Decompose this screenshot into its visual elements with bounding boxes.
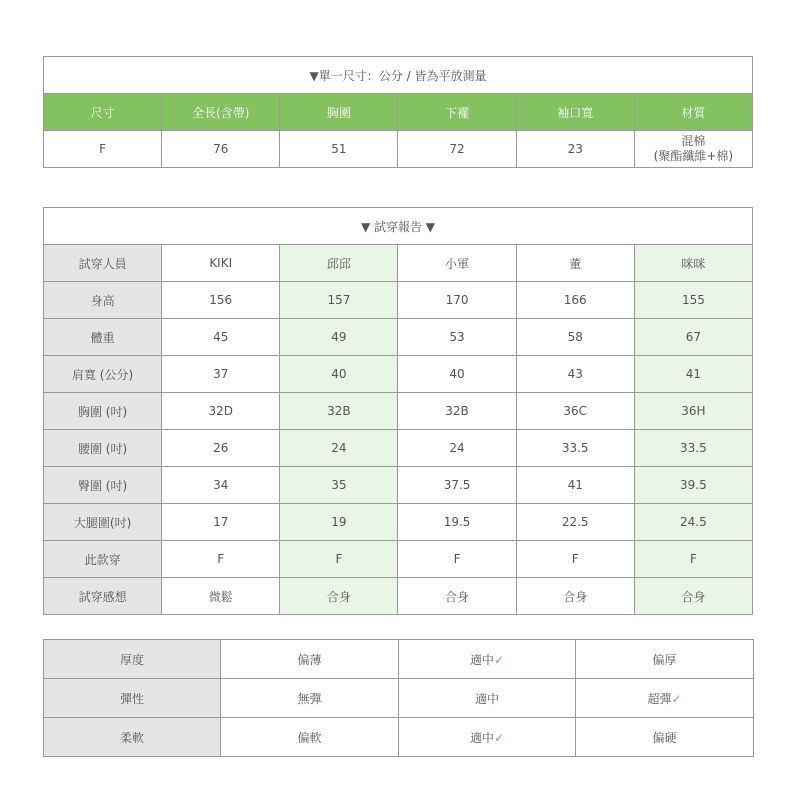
fit-cell: 58 (516, 319, 634, 356)
feel-option (399, 679, 576, 718)
feel-option (576, 640, 754, 679)
fit-cell: 咪咪 (634, 245, 752, 282)
fit-report-row (44, 282, 753, 319)
cell-hem: 72 (398, 131, 516, 168)
fit-report-row (44, 578, 753, 615)
fit-cell: 37 (162, 356, 280, 393)
fit-cell: 41 (634, 356, 752, 393)
fit-cell: 156 (162, 282, 280, 319)
fit-cell: 合身 (280, 578, 398, 615)
fit-cell: 157 (280, 282, 398, 319)
feel-option (221, 679, 399, 718)
fit-cell: 32D (162, 393, 280, 430)
fit-cell: 合身 (516, 578, 634, 615)
cell-material (634, 131, 752, 168)
fit-row-label: 體重 (44, 319, 162, 356)
fit-cell: 45 (162, 319, 280, 356)
fit-cell: 24 (398, 430, 516, 467)
header-chest: 胸圍 (280, 94, 398, 131)
fit-cell: 微鬆 (162, 578, 280, 615)
cell-size: F (44, 131, 162, 168)
fit-cell: 19.5 (398, 504, 516, 541)
feel-option-label: 無彈 (297, 691, 322, 706)
cell-cuff: 23 (516, 131, 634, 168)
fit-cell: 32B (280, 393, 398, 430)
fit-cell: 41 (516, 467, 634, 504)
fit-cell: 小軍 (398, 245, 516, 282)
header-material: 材質 (634, 94, 752, 131)
feel-option (576, 718, 754, 757)
feel-row (44, 640, 754, 679)
fit-cell: F (634, 541, 752, 578)
fit-row-label: 腰圍 (吋) (44, 430, 162, 467)
checkmark-icon: ✓ (493, 652, 505, 667)
fit-cell: 邱邱 (280, 245, 398, 282)
feel-option (399, 640, 576, 679)
feel-option-label: 適中 (474, 691, 499, 706)
fit-cell: 34 (162, 467, 280, 504)
fit-report-row (44, 319, 753, 356)
fit-cell: 32B (398, 393, 516, 430)
header-size: 尺寸 (44, 94, 162, 131)
fit-row-label: 大腿圍(吋) (44, 504, 162, 541)
feel-option (221, 718, 399, 757)
fit-cell: 155 (634, 282, 752, 319)
fit-cell: 49 (280, 319, 398, 356)
feel-row-label: 彈性 (44, 679, 221, 718)
fabric-feel-table (43, 639, 754, 757)
fit-cell: 33.5 (634, 430, 752, 467)
fit-cell: 39.5 (634, 467, 752, 504)
fit-row-label: 胸圍 (吋) (44, 393, 162, 430)
fit-cell: 22.5 (516, 504, 634, 541)
fit-cell: 43 (516, 356, 634, 393)
cell-chest: 51 (280, 131, 398, 168)
feel-option-label: 偏硬 (652, 730, 677, 745)
fit-cell: F (398, 541, 516, 578)
fit-row-label: 肩寬 (公分) (44, 356, 162, 393)
fit-report-row (44, 467, 753, 504)
feel-row-label: 柔軟 (44, 718, 221, 757)
header-hem: 下襬 (398, 94, 516, 131)
fit-report-row (44, 356, 753, 393)
fit-cell: F (162, 541, 280, 578)
fit-cell: 24.5 (634, 504, 752, 541)
feel-option-label: 適中 (469, 730, 494, 745)
fit-cell: F (280, 541, 398, 578)
fit-cell: 合身 (398, 578, 516, 615)
fit-row-label: 身高 (44, 282, 162, 319)
fit-report-row (44, 393, 753, 430)
fit-report-row (44, 541, 753, 578)
fit-cell: 33.5 (516, 430, 634, 467)
feel-option-label: 偏厚 (652, 652, 677, 667)
fit-cell: 19 (280, 504, 398, 541)
fit-cell: 26 (162, 430, 280, 467)
fit-cell: 17 (162, 504, 280, 541)
checkmark-icon: ✓ (671, 691, 682, 706)
fit-cell: 36H (634, 393, 752, 430)
header-cuff: 袖口寬 (516, 94, 634, 131)
feel-option (221, 640, 399, 679)
feel-option (576, 679, 754, 718)
fit-cell: 合身 (634, 578, 752, 615)
fit-cell: KIKI (162, 245, 280, 282)
feel-row (44, 679, 754, 718)
fit-cell: 40 (398, 356, 516, 393)
feel-row-label: 厚度 (44, 640, 221, 679)
fit-cell: 170 (398, 282, 516, 319)
feel-option-label: 偏軟 (297, 730, 322, 745)
fit-cell: 40 (280, 356, 398, 393)
checkmark-icon: ✓ (493, 730, 505, 745)
fit-cell: 53 (398, 319, 516, 356)
feel-option (399, 718, 576, 757)
fit-report-table (43, 207, 753, 615)
fit-cell: 166 (516, 282, 634, 319)
fit-cell: 36C (516, 393, 634, 430)
fit-cell: 董 (516, 245, 634, 282)
cell-length: 76 (162, 131, 280, 168)
fit-report-row (44, 504, 753, 541)
feel-option-label: 偏薄 (297, 652, 322, 667)
fit-row-label: 此款穿 (44, 541, 162, 578)
fit-report-row (44, 430, 753, 467)
fit-cell: F (516, 541, 634, 578)
header-length: 全長(含帶) (162, 94, 280, 131)
feel-option-label: 適中 (469, 652, 494, 667)
fit-cell: 37.5 (398, 467, 516, 504)
fit-cell: 24 (280, 430, 398, 467)
size-table (43, 56, 753, 168)
fit-cell: 67 (634, 319, 752, 356)
material-line-1: 混棉 (681, 134, 706, 148)
fit-row-label: 試穿人員 (44, 245, 162, 282)
material-line-2: (聚酯纖維+棉) (653, 149, 734, 163)
fit-report-row (44, 245, 753, 282)
fit-row-label: 臀圍 (吋) (44, 467, 162, 504)
fit-report-caption: ▼ 試穿報告 ▼ (44, 208, 753, 245)
fit-row-label: 試穿感想 (44, 578, 162, 615)
fit-cell: 35 (280, 467, 398, 504)
feel-option-label: 超彈 (647, 691, 672, 706)
feel-row (44, 718, 754, 757)
size-table-caption: ▼單一尺寸：公分 / 皆為平放測量 (44, 57, 753, 94)
